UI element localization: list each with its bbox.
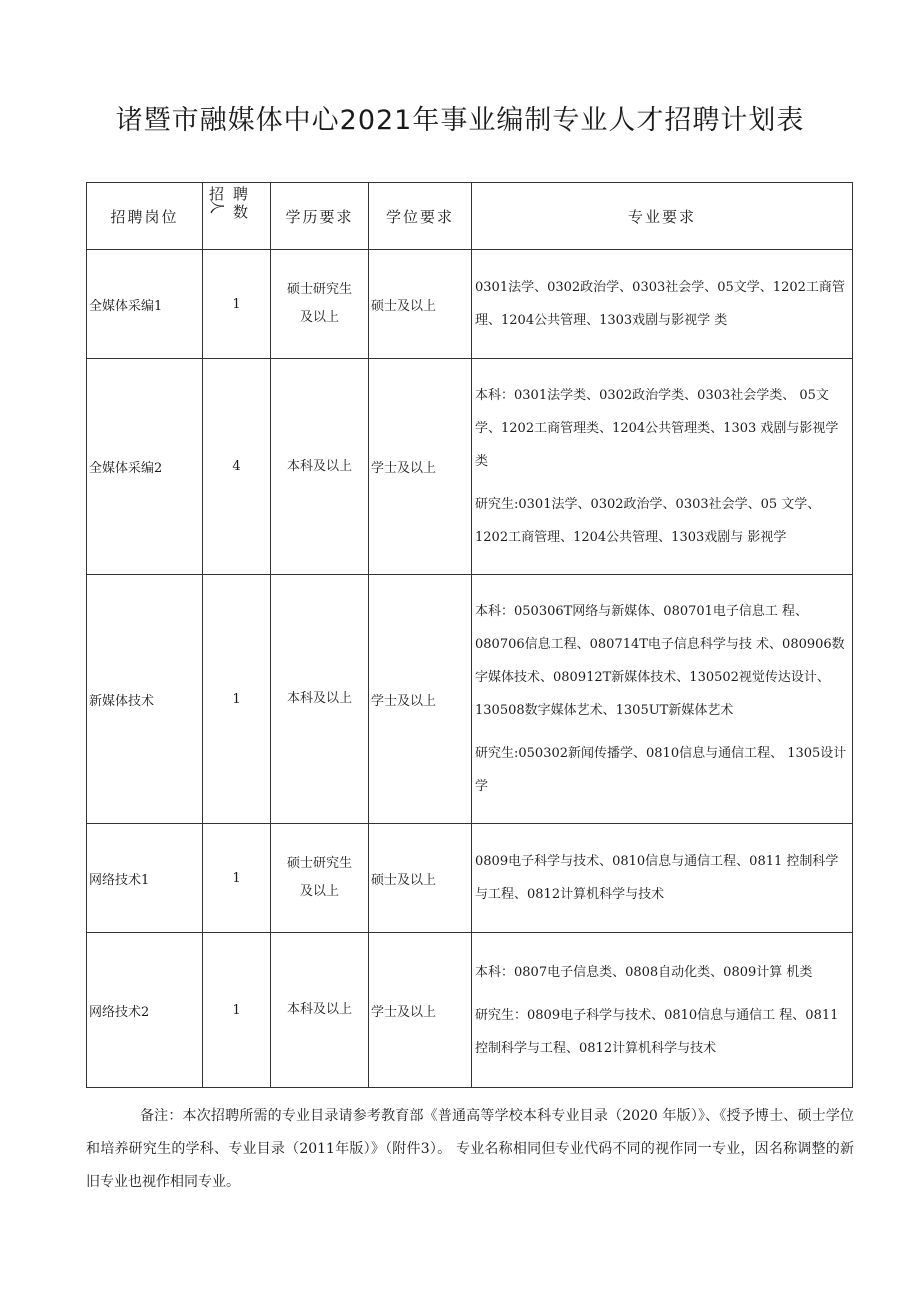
cell-count: 1 (203, 575, 271, 824)
cell-degree: 学士及以上 (369, 359, 472, 575)
major-text-undergrad: 本科：0301法学类、0302政治学类、0303社会学类、 05文学、1202工商管理类、1204公共管理类、1303 戏剧与影视学类 (475, 388, 839, 469)
cell-major (472, 824, 853, 933)
table-row (87, 575, 853, 824)
major-text-undergrad: 本科：050306T网络与新媒体、080701电子信息工 程、080706信息工程、080714T电子信息科学与技 术、080906数字媒体技术、080912T新媒体技术、130502视觉传达设计、130508数字媒体艺术、1305UT新媒体艺术 (475, 604, 845, 718)
cell-major (472, 575, 853, 824)
header-major: 专业要求 (472, 183, 853, 250)
cell-major (472, 250, 853, 359)
major-text: 0809电子科学与技术、0810信息与通信工程、0811 控制科学与工程、0812计算机科学与技术 (475, 854, 839, 902)
cell-post: 全媒体采编1 (87, 250, 203, 359)
cell-education: 本科及以上 (271, 575, 369, 824)
cell-education: 本科及以上 (271, 933, 369, 1088)
major-text-graduate: 研究生:0301法学、0302政治学、0303社会学、05 文学、1202工商管理、1204公共管理、1303戏剧与 影视学 (475, 497, 821, 545)
cell-degree: 硕士及以上 (369, 250, 472, 359)
table-row (87, 359, 853, 575)
header-count-char-4: 数 (233, 203, 251, 221)
cell-post: 网络技术2 (87, 933, 203, 1088)
cell-post: 新媒体技术 (87, 575, 203, 824)
cell-education: 本科及以上 (271, 359, 369, 575)
cell-major (472, 359, 853, 575)
cell-major (472, 933, 853, 1088)
major-text: 0301法学、0302政治学、0303社会学、05文学、1202工商管理、1204公共管理、1303戏剧与影视学 类 (475, 280, 845, 328)
major-text-graduate: 研究生：0809电子科学与技术、0810信息与通信工 程、0811控制科学与工程、0812计算机科学与技术 (475, 1007, 839, 1056)
major-text-undergrad: 本科：0807电子信息类、0808自动化类、0809计算 机类 (475, 964, 813, 980)
cell-count: 1 (203, 933, 271, 1088)
table-row (87, 250, 853, 359)
cell-count: 1 (203, 824, 271, 933)
cell-degree: 学士及以上 (369, 575, 472, 824)
recruitment-table (86, 182, 853, 1088)
header-count-char-3: 人 (208, 198, 227, 217)
header-degree: 学位要求 (369, 183, 472, 250)
header-count-char-2: 聘 (233, 185, 251, 203)
cell-post: 网络技术1 (87, 824, 203, 933)
cell-count: 1 (203, 250, 271, 359)
page-title: 诸暨市融媒体中心2021年事业编制专业人才招聘计划表 (115, 105, 805, 136)
cell-post: 全媒体采编2 (87, 359, 203, 575)
footnote: 备注：本次招聘所需的专业目录请参考教育部《普通高等学校本科专业目录（2020 年版）》、《授予博士、硕士学位和培养研究生的学科、专业目录（2011年版）》（附件3）。 专业名称相同但专业代码不同的视作同一专业，因名称调整的新旧专业也视作相同专业。 (86, 1108, 854, 1190)
cell-count: 4 (203, 359, 271, 575)
table-row (87, 824, 853, 933)
table-row (87, 933, 853, 1088)
header-education: 学历要求 (271, 183, 369, 250)
cell-education: 硕士研究生及以上 (271, 250, 369, 359)
cell-education: 硕士研究生及以上 (271, 824, 369, 933)
cell-degree: 学士及以上 (369, 933, 472, 1088)
header-count-char-1: 招 (209, 185, 227, 203)
major-text-graduate: 研究生:050302新闻传播学、0810信息与通信工程、 1305设计学 (475, 746, 847, 794)
cell-degree: 硕士及以上 (369, 824, 472, 933)
header-count (203, 183, 271, 250)
header-post: 招聘岗位 (87, 183, 203, 250)
table-header-row (87, 183, 853, 250)
